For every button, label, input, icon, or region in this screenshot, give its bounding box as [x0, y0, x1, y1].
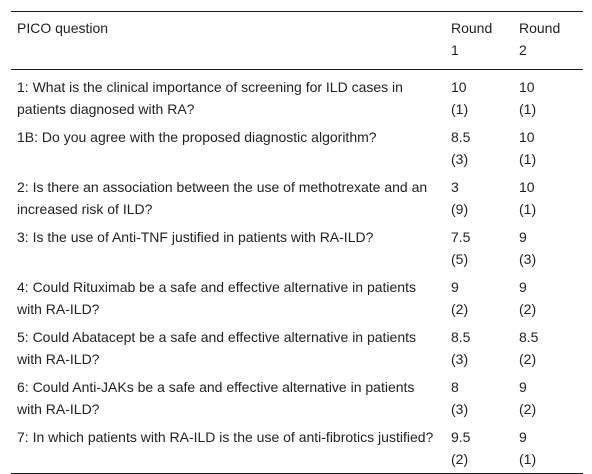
round-1-cell	[445, 423, 513, 474]
round-1-score: 7.5	[451, 229, 471, 245]
header-pico-question: PICO question	[17, 20, 109, 36]
round-2-score: 8.5	[519, 329, 539, 345]
round-1-score: 8	[451, 379, 459, 395]
header-row	[11, 12, 583, 70]
round-2-count: (1)	[519, 451, 537, 467]
round-1-count: (1)	[451, 101, 469, 117]
round-1-score: 8.5	[451, 129, 471, 145]
table-row	[11, 223, 583, 273]
round-1-cell	[445, 223, 513, 273]
round-2-score: 9	[519, 379, 527, 395]
header-round-2	[513, 12, 583, 70]
round-1-score: 9	[451, 279, 459, 295]
round-2-score: 9	[519, 429, 527, 445]
round-1-score: 8.5	[451, 329, 471, 345]
round-2-cell	[513, 173, 583, 223]
round-2-count: (1)	[519, 151, 537, 167]
round-2-count: (3)	[519, 251, 537, 267]
round-1-cell	[445, 173, 513, 223]
round-1-cell	[445, 273, 513, 323]
round-1-score: 3	[451, 179, 459, 195]
round-1-count: (3)	[451, 151, 469, 167]
round-2-score: 9	[519, 279, 527, 295]
round-1-cell	[445, 323, 513, 373]
question-cell: 6: Could Anti-JAKs be a safe and effective alternative in patients with RA-ILD?	[17, 379, 415, 417]
round-1-count: (2)	[451, 301, 469, 317]
round-1-count: (5)	[451, 251, 469, 267]
round-2-cell	[513, 223, 583, 273]
header-round-1-number: 1	[451, 42, 459, 58]
round-2-cell	[513, 273, 583, 323]
round-1-score: 9.5	[451, 429, 471, 445]
round-2-score: 10	[519, 79, 535, 95]
question-cell: 7: In which patients with RA-ILD is the use of anti-fibrotics justified?	[17, 429, 434, 445]
header-round-1-word: Round	[451, 20, 493, 36]
question-cell: 3: Is the use of Anti-TNF justified in patients with RA-ILD?	[17, 229, 374, 245]
round-2-count: (2)	[519, 351, 537, 367]
round-2-cell	[513, 373, 583, 423]
round-2-score: 10	[519, 179, 535, 195]
round-2-count: (2)	[519, 401, 537, 417]
round-2-count: (1)	[519, 201, 537, 217]
question-cell: 4: Could Rituximab be a safe and effective alternative in patients with RA-ILD?	[17, 279, 416, 317]
table-row	[11, 173, 583, 223]
round-2-cell	[513, 70, 583, 124]
table-row	[11, 273, 583, 323]
table-row	[11, 423, 583, 474]
round-2-count: (1)	[519, 101, 537, 117]
header-round-1	[445, 12, 513, 70]
header-round-2-word: Round	[519, 20, 561, 36]
question-cell: 5: Could Abatacept be a safe and effective alternative in patients with RA-ILD?	[17, 329, 417, 367]
pico-results-table	[11, 11, 583, 474]
round-1-cell	[445, 70, 513, 124]
round-2-cell	[513, 423, 583, 474]
round-2-score: 9	[519, 229, 527, 245]
question-cell: 2: Is there an association between the use of methotrexate and an increased risk of ILD?	[17, 179, 428, 217]
table-row	[11, 123, 583, 173]
header-round-2-number: 2	[519, 42, 527, 58]
question-cell: 1B: Do you agree with the proposed diagnostic algorithm?	[17, 129, 377, 145]
round-1-cell	[445, 123, 513, 173]
round-1-count: (3)	[451, 401, 469, 417]
round-1-count: (3)	[451, 351, 469, 367]
round-1-score: 10	[451, 79, 467, 95]
round-1-count: (9)	[451, 201, 469, 217]
round-2-count: (2)	[519, 301, 537, 317]
table-row	[11, 373, 583, 423]
table-row	[11, 323, 583, 373]
pico-table-container	[11, 11, 583, 474]
round-1-count: (2)	[451, 451, 469, 467]
round-2-cell	[513, 123, 583, 173]
round-2-score: 10	[519, 129, 535, 145]
round-1-cell	[445, 373, 513, 423]
table-row	[11, 70, 583, 124]
round-2-cell	[513, 323, 583, 373]
question-cell: 1: What is the clinical importance of screening for ILD cases in patients diagnosed with RA?	[17, 79, 403, 117]
